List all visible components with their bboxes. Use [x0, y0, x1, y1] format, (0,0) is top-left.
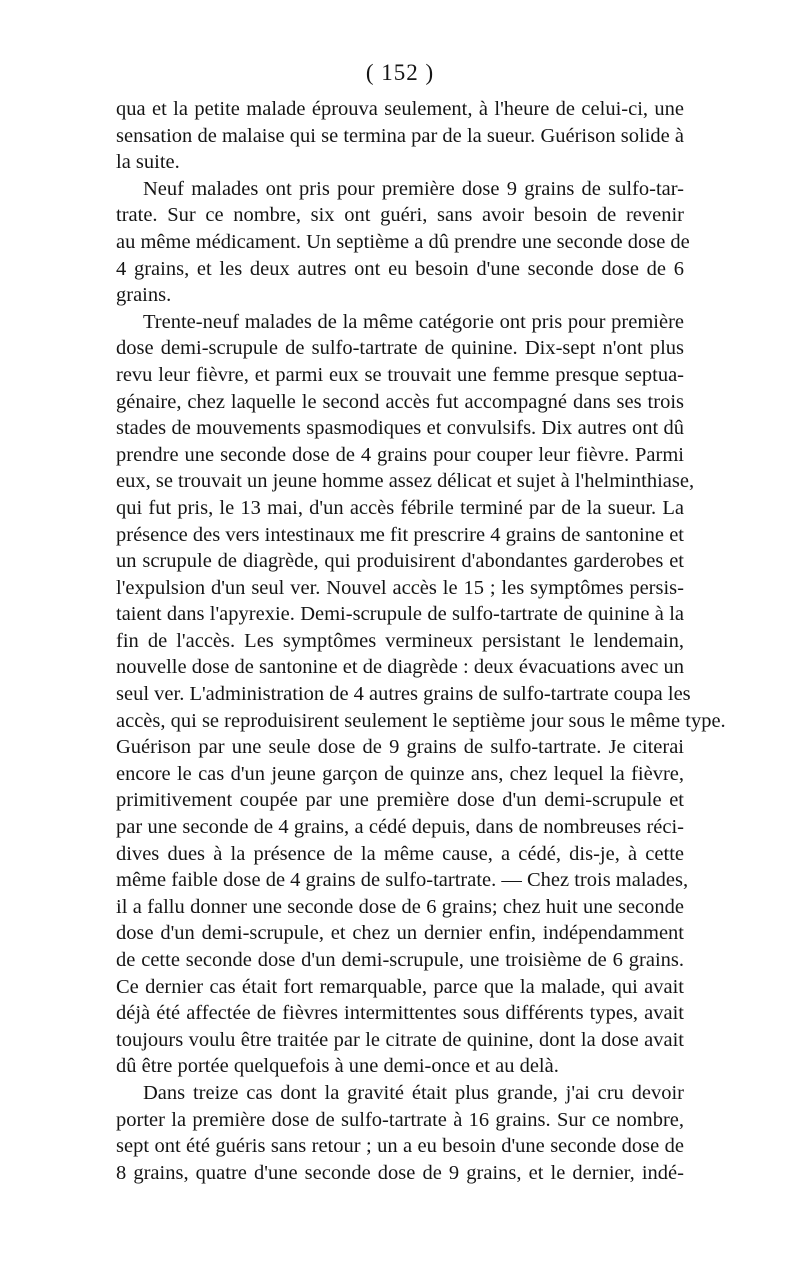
text-line: accès, qui se reproduisirent seulement le septième jour sous le même type.	[116, 709, 726, 732]
text-line: dose demi-scrupule de sulfo-tartrate de quinine. Dix-sept n'ont plus	[116, 337, 684, 360]
text-line: de cette seconde dose d'un demi-scrupule, une troisième de 6 grains.	[116, 949, 684, 971]
text-line: qua et la petite malade éprouva seulement, à l'heure de celui-ci, une	[116, 98, 684, 120]
text-line: sept ont été guéris sans retour ; un a eu besoin d'une seconde dose de	[116, 1135, 684, 1158]
text-line: seul ver. L'administration de 4 autres grains de sulfo-tartrate coupa les	[116, 683, 691, 706]
paragraph	[116, 1080, 684, 1186]
text-line: dives dues à la présence de la même cause, a cédé, dis-je, à cette	[116, 842, 684, 865]
text-line: dose d'un demi-scrupule, et chez un dernier enfin, indépendamment	[116, 922, 684, 945]
text-line: revu leur fièvre, et parmi eux se trouvait une femme presque septua-	[116, 363, 684, 386]
text-line: nouvelle dose de santonine et de diagrède : deux évacuations avec un	[116, 656, 684, 679]
text-line: fin de l'accès. Les symptômes vermineux persistant le lendemain,	[116, 629, 684, 652]
body-text	[116, 96, 726, 1186]
text-line: au même médicament. Un septième a dû prendre une seconde dose de	[116, 230, 690, 253]
text-line: taient dans l'apyrexie. Demi-scrupule de sulfo-tartrate de quinine à la	[116, 603, 684, 626]
page-number: ( 152 )	[365, 60, 435, 85]
text-line: Trente-neuf malades de la même catégorie ont pris pour première	[143, 310, 684, 333]
text-line: stades de mouvements spasmodiques et convulsifs. Dix autres ont dû	[116, 417, 684, 440]
text-line: génaire, chez laquelle le second accès fut accompagné dans ses trois	[116, 390, 684, 413]
text-line: toujours voulu être traitée par le citrate de quinine, dont la dose avait	[116, 1028, 684, 1051]
text-line: même faible dose de 4 grains de sulfo-tartrate. — Chez trois malades,	[116, 869, 689, 892]
text-line: 8 grains, quatre d'une seconde dose de 9 grains, et le dernier, indé-	[116, 1161, 684, 1184]
text-line: un scrupule de diagrède, qui produisirent d'abondantes garderobes et	[116, 550, 684, 573]
text-line: Neuf malades ont pris pour première dose 9 grains de sulfo-tar-	[143, 177, 684, 200]
text-line: sensation de malaise qui se termina par de la sueur. Guérison solide à	[116, 124, 684, 147]
paragraph	[116, 96, 684, 176]
text-line: Guérison par une seule dose de 9 grains de sulfo-tartrate. Je citerai	[116, 736, 684, 759]
text-line: il a fallu donner une seconde dose de 6 grains; chez huit une seconde	[116, 895, 684, 918]
text-line: Ce dernier cas était fort remarquable, parce que la malade, qui avait	[116, 975, 684, 998]
text-line: dû être portée quelquefois à une demi-once et au delà.	[116, 1055, 559, 1078]
text-line: 4 grains, et les deux autres ont eu besoin d'une seconde dose de 6	[116, 257, 684, 280]
text-line: trate. Sur ce nombre, six ont guéri, sans avoir besoin de revenir	[116, 204, 684, 227]
text-line: qui fut pris, le 13 mai, d'un accès fébrile terminé par de la sueur. La	[116, 496, 684, 519]
text-line: porter la première dose de sulfo-tartrate à 16 grains. Sur ce nombre,	[116, 1108, 684, 1131]
text-line: par une seconde de 4 grains, a cédé depuis, dans de nombreuses réci-	[116, 816, 684, 839]
text-line: déjà été affectée de fièvres intermittentes sous différents types, avait	[116, 1002, 684, 1025]
text-line: grains.	[116, 284, 172, 307]
text-line: Dans treize cas dont la gravité était plus grande, j'ai cru devoir	[143, 1081, 684, 1104]
paragraph	[116, 309, 726, 1080]
text-line: l'expulsion d'un seul ver. Nouvel accès le 15 ; les symptômes persis-	[116, 576, 684, 599]
paragraph	[116, 176, 690, 309]
text-line: la suite.	[116, 151, 180, 174]
text-line: eux, se trouvait un jeune homme assez délicat et sujet à l'helminthiase,	[116, 470, 695, 493]
text-line: encore le cas d'un jeune garçon de quinze ans, chez lequel la fièvre,	[116, 762, 684, 785]
text-line: présence des vers intestinaux me fit prescrire 4 grains de santonine et	[116, 523, 684, 546]
text-line: prendre une seconde dose de 4 grains pour couper leur fièvre. Parmi	[116, 443, 684, 466]
text-line: primitivement coupée par une première dose d'un demi-scrupule et	[116, 789, 684, 812]
